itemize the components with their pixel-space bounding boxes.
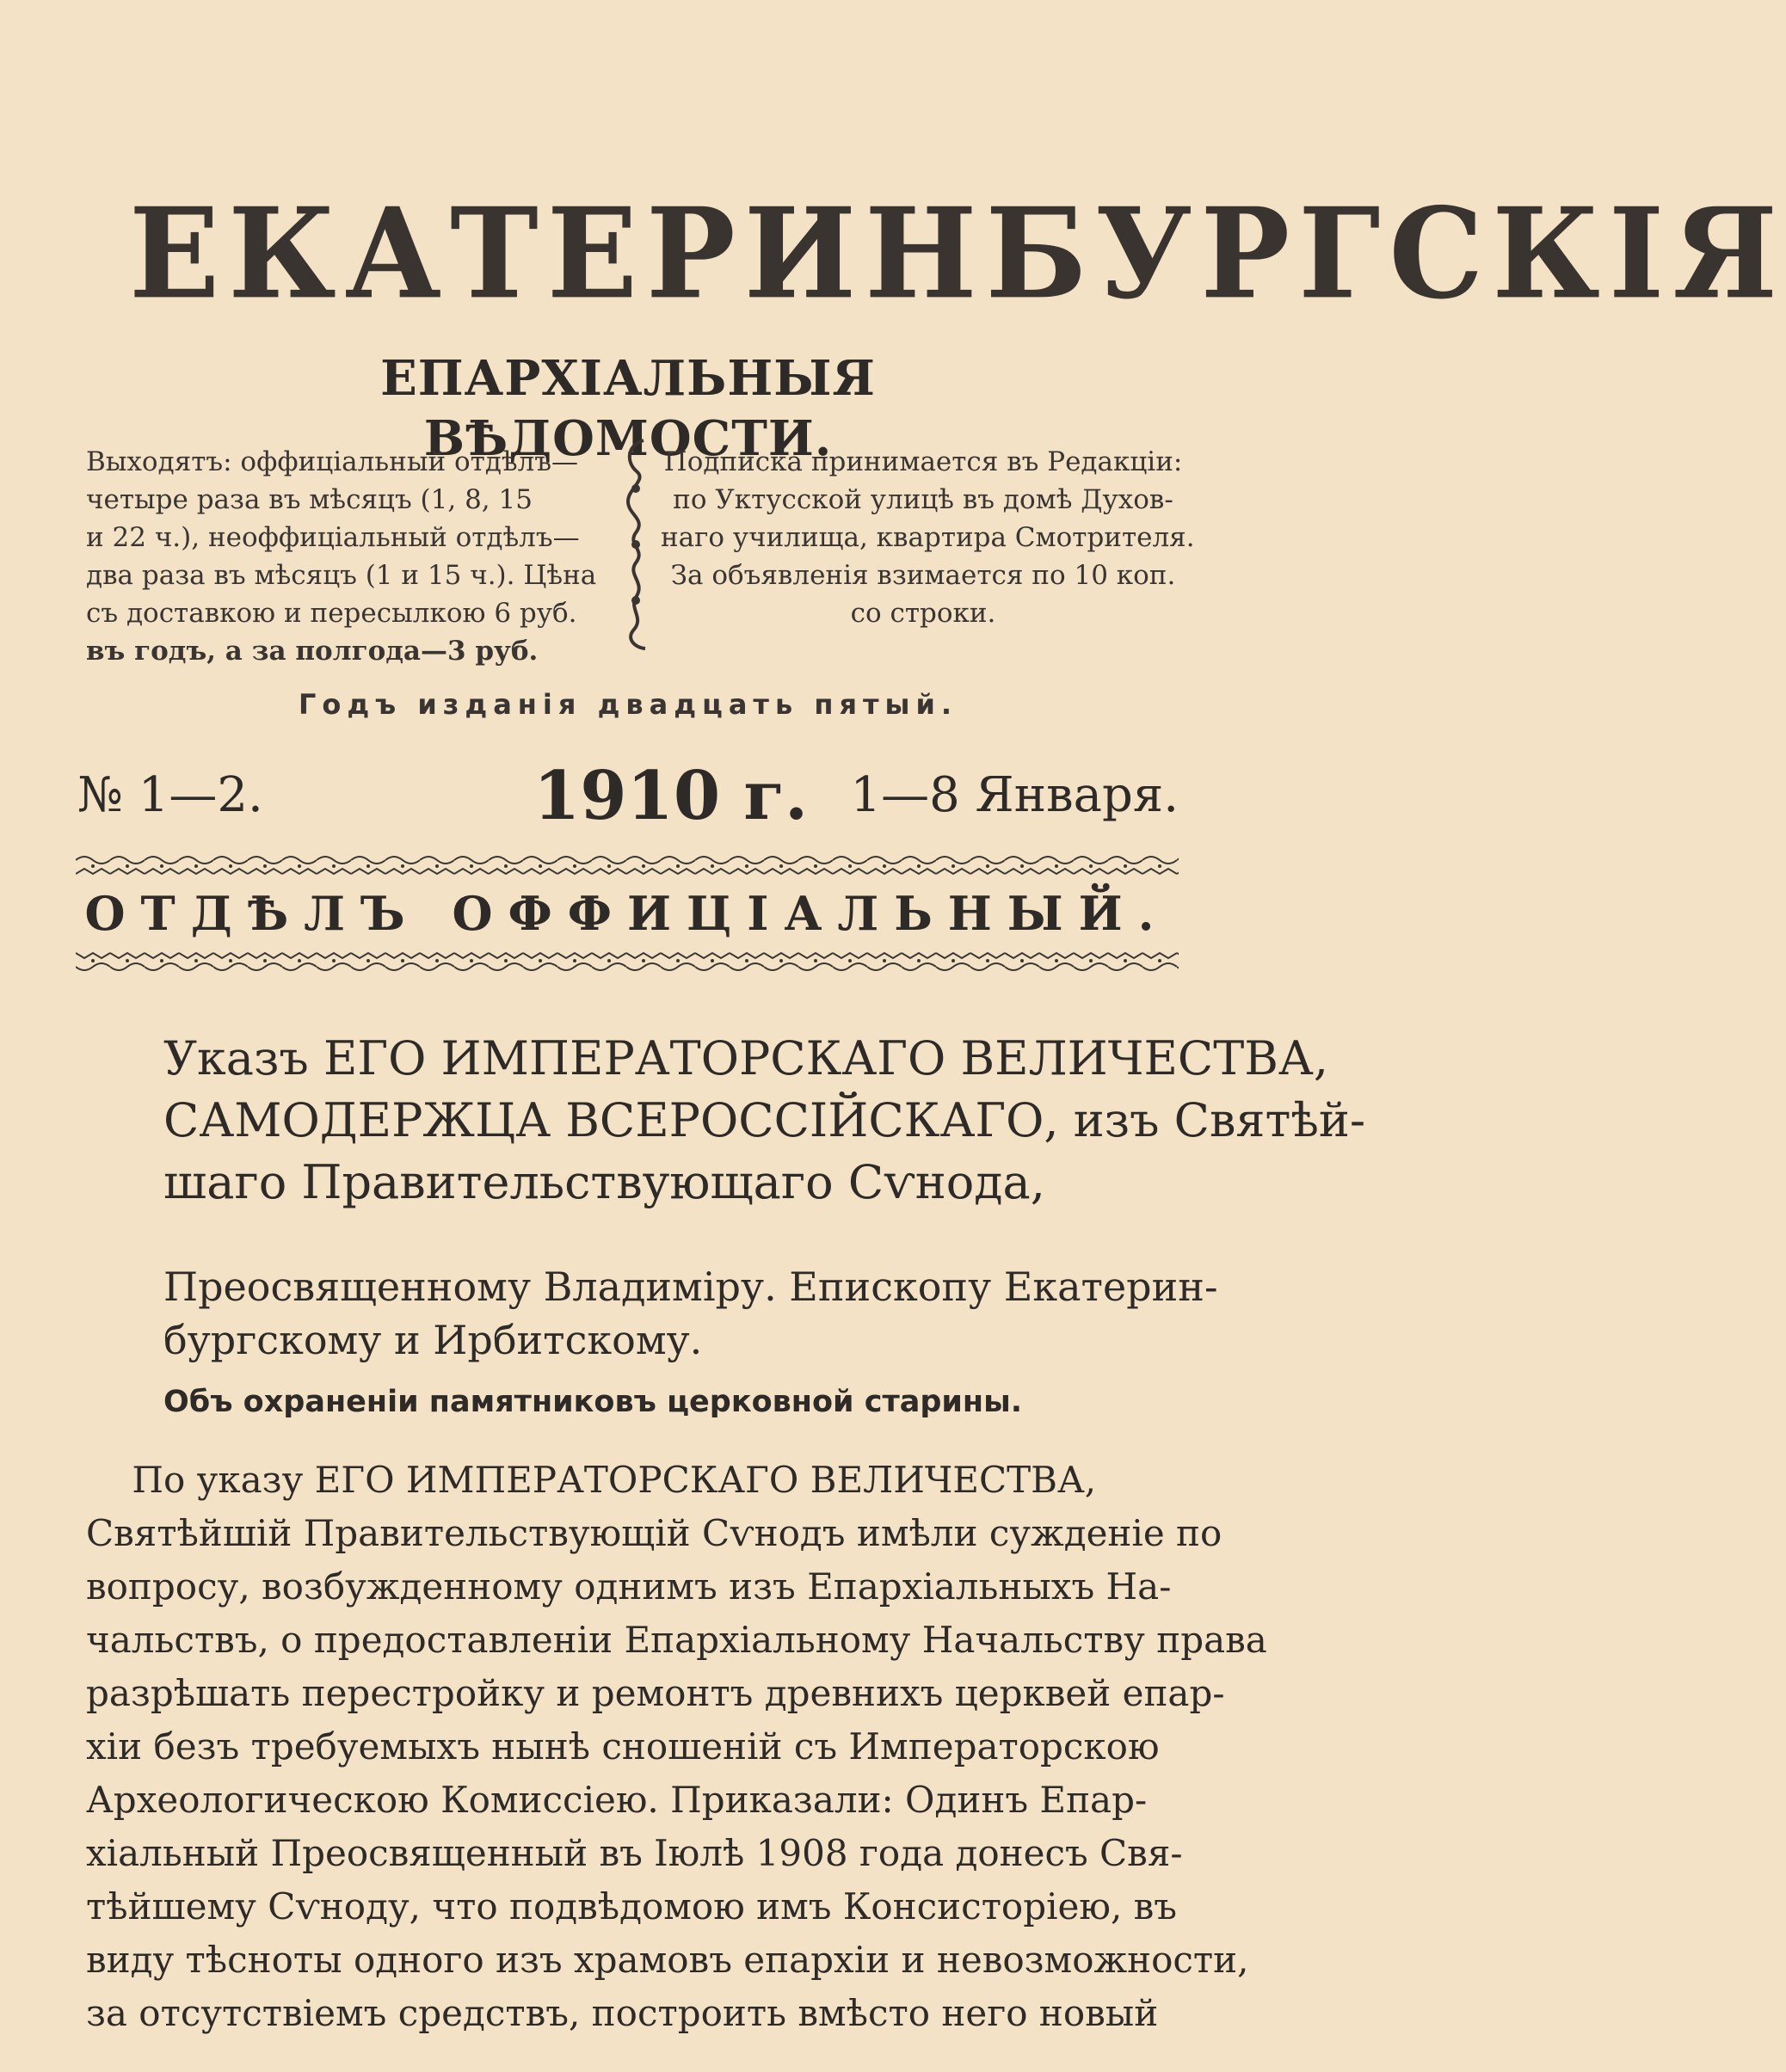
decree-body <box>86 1454 1267 2040</box>
decree-line: Указъ ЕГО ИМПЕРАТОРСКАГО ВЕЛИЧЕСТВА, <box>163 1031 1328 1085</box>
subscription-info <box>661 443 1195 632</box>
info-left-line: и 22 ч.), неоффиціальный отдѣлъ— <box>86 522 580 553</box>
body-line: Святѣйшій Правительствующій Сѵнодъ имѣли сужденіе по <box>86 1512 1222 1554</box>
decree-line: шаго Правительствующаго Сѵнода, <box>163 1155 1045 1209</box>
publication-schedule-price <box>86 443 602 670</box>
info-right-line: Подписка принимается въ Редакціи: <box>663 446 1183 477</box>
issue-header <box>77 757 1179 834</box>
publication-year-line: Годъ изданія двадцать пятый. <box>298 688 958 721</box>
body-line: хіальный Преосвященный въ Іюлѣ 1908 года донесъ Свя- <box>86 1832 1183 1874</box>
body-line: По указу ЕГО ИМПЕРАТОРСКАГО ВЕЛИЧЕСТВА, <box>86 1459 1097 1501</box>
body-line: разрѣшать перестройку и ремонтъ древнихъ церквей епар- <box>86 1672 1225 1714</box>
section-title: ОТДѢЛЪ ОФФИЦІАЛЬНЫЙ. <box>84 886 1170 941</box>
info-left-line: четыре раза въ мѣсяцъ (1, 8, 15 <box>86 484 533 515</box>
issue-number: № 1—2. <box>77 767 263 823</box>
info-left-line: съ доставкою и пересылкою 6 руб. <box>86 598 577 629</box>
info-left-line: въ годъ, а за полгода—3 руб. <box>86 636 539 667</box>
info-left-line: два раза въ мѣсяцъ (1 и 15 ч.). Цѣна <box>86 560 597 591</box>
body-line: тѣйшему Сѵноду, что подвѣдомою имъ Консисторіею, въ <box>86 1885 1178 1928</box>
body-line: Археологическою Комиссіею. Приказали: Одинъ Епар- <box>86 1779 1148 1821</box>
ornamental-bracket-icon <box>618 437 654 652</box>
info-right-line: За объявленія взимается по 10 коп. <box>670 560 1176 591</box>
info-right-line: со строки. <box>850 598 996 629</box>
bottom-ornament-border-icon <box>76 946 1179 975</box>
body-line: вопросу, возбужденному однимъ изъ Епархіальныхъ На- <box>86 1565 1172 1608</box>
body-line: за отсутствіемъ средствъ, построить вмѣсто него новый <box>86 1992 1159 2034</box>
masthead-subtitle: ЕПАРХІАЛЬНЫЯ ВѢДОМОСТИ. <box>380 350 876 467</box>
info-left-line: Выходятъ: оффиціальный отдѣлъ— <box>86 446 579 477</box>
addressee <box>163 1260 1218 1367</box>
addressee-line: Преосвященному Владиміру. Епископу Екатерин- <box>163 1263 1218 1310</box>
body-line: чальствъ, о предоставленіи Епархіальному Начальству права <box>86 1619 1267 1661</box>
decree-line: САМОДЕРЖЦА ВСЕРОССІЙСКАГО, изъ Святѣй- <box>163 1093 1366 1147</box>
info-right-line: наго училища, квартира Смотрителя. <box>661 522 1195 553</box>
info-right-line: по Уктусской улицѣ въ домѣ Духов- <box>673 484 1173 515</box>
decree-topic: Объ охраненіи памятниковъ церковной старины. <box>163 1385 1023 1419</box>
body-line: хіи безъ требуемыхъ нынѣ сношеній съ Императорскою <box>86 1725 1160 1768</box>
decree-heading <box>163 1028 1366 1214</box>
issue-year: 1910 г. <box>533 757 809 835</box>
top-ornament-border-icon <box>76 852 1179 881</box>
body-line: виду тѣсноты одного изъ храмовъ епархіи и невозможности, <box>86 1939 1249 1981</box>
masthead-title: ЕКАТЕРИНБУРГСКІЯ <box>129 179 1786 328</box>
addressee-line: бургскому и Ирбитскому. <box>163 1317 703 1363</box>
issue-date: 1—8 Января. <box>850 767 1179 823</box>
